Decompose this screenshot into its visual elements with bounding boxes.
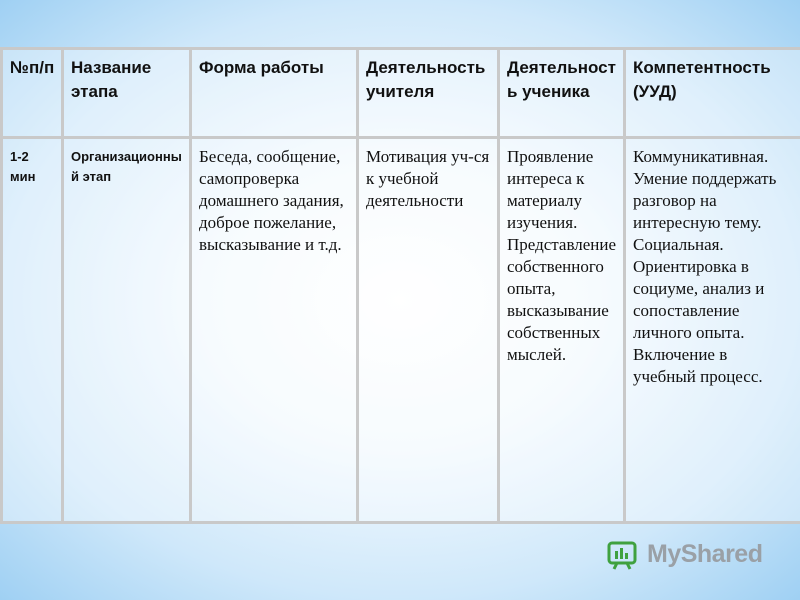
header-number: №п/п — [2, 49, 63, 138]
cell-work-form: Беседа, сообщение, самопроверка домашнего задания, доброе пожелание, высказывание и т.д. — [191, 138, 358, 523]
myshared-logo-icon — [607, 537, 641, 571]
cell-stage-name: Организационный этап — [63, 138, 191, 523]
cell-duration: 1-2 мин — [2, 138, 63, 523]
cell-teacher-activity: Мотивация уч-ся к учебной деятельности — [358, 138, 499, 523]
header-work-form: Форма работы — [191, 49, 358, 138]
header-stage-name: Название этапа — [63, 49, 191, 138]
cell-competence: Коммуникативная. Умение поддержать разговор на интересную тему. Социальная. Ориентировка в социуме, анализ и сопоставление личного опыта. Включение в учебный процесс. — [625, 138, 800, 523]
header-competence: Компетентность (УУД) — [625, 49, 800, 138]
table-header-row — [2, 49, 800, 138]
table-row — [2, 138, 800, 523]
lesson-plan-table — [0, 47, 800, 524]
header-student-activity: Деятельность ученика — [499, 49, 625, 138]
myshared-watermark — [607, 536, 762, 572]
myshared-logo-text: MyShared — [647, 539, 763, 568]
header-teacher-activity: Деятельность учителя — [358, 49, 499, 138]
cell-student-activity: Проявление интереса к материалу изучения. Представление собственного опыта, высказывание собственных мыслей. — [499, 138, 625, 523]
